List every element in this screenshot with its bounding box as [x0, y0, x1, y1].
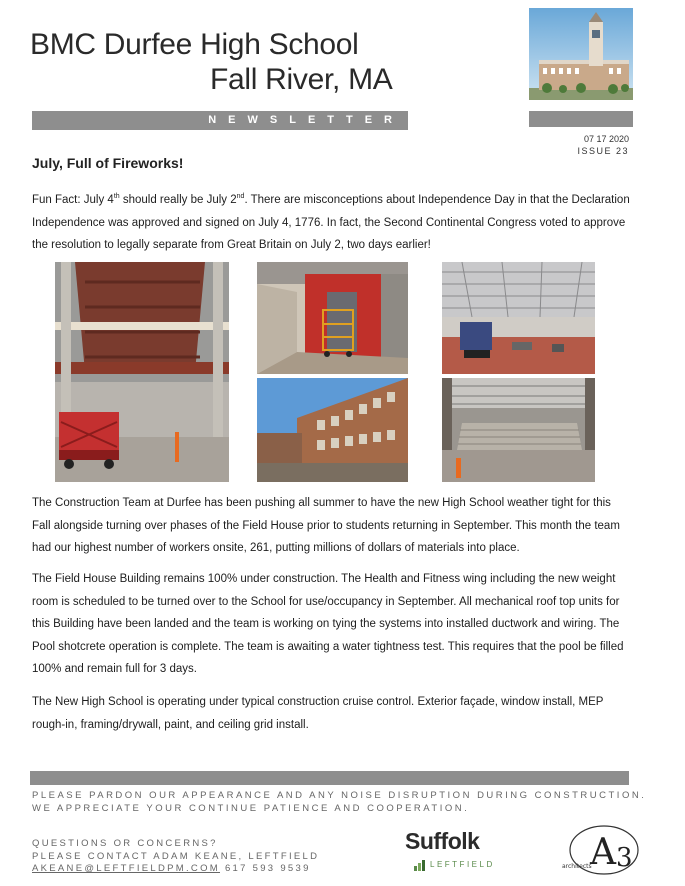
- svg-text:A: A: [590, 832, 616, 873]
- contact-person: PLEASE CONTACT ADAM KEANE, LEFTFIELD: [32, 850, 320, 862]
- notice-line: PLEASE PARDON OUR APPEARANCE AND ANY NOISE DISRUPTION DURING CONSTRUCTION.: [32, 790, 647, 801]
- issue-date: 07 17 2020: [583, 134, 629, 144]
- svg-text:architects: architects: [562, 863, 592, 870]
- contact-question: QUESTIONS OR CONCERNS?: [32, 838, 218, 849]
- field-house-interior-photo: [442, 262, 595, 374]
- field-house-paragraph: The Field House Building remains 100% under construction. The Health and Fitness wing including the new weight room is scheduled to be turned over to the School for use/occupancy in September. All mechanical roof top units for this Building have been landed and the team is working on tying the systems into installed ductwork and wiring. The Pool shotcrete operation is complete. The team is awaiting a water tightness test. This requires that the pool be filled 100% and remain full for 3 days.: [32, 573, 624, 676]
- school-rendering-image: [529, 8, 633, 100]
- high-school-paragraph: The New High School is operating under typical construction cruise control. Exterior façade, window install, MEP rough-in, framing/drywall, paint, and ceiling grid install.: [32, 696, 604, 731]
- fun-fact-text: should really be July 2: [119, 194, 237, 206]
- article-headline: July, Full of Fireworks!: [32, 155, 184, 171]
- fun-fact-paragraph: [32, 189, 632, 257]
- fun-fact-text: . There are misconceptions about Independence Day in that the Declaration Independence was approved and signed on July 4, 1776. In fact, the Second Continental Congress voted to approve the resolution to legally separate from Great Britain on July 2, two days earlier!: [32, 194, 630, 252]
- a3-architects-logo: [560, 818, 642, 876]
- newsletter-location: Fall River, MA: [210, 63, 393, 96]
- footer-bar: [30, 771, 629, 785]
- contact-email-link[interactable]: AKEANE@LEFTFIELDPM.COM: [32, 863, 220, 874]
- contact-info: [32, 838, 319, 876]
- ordinal-suffix: nd: [236, 193, 245, 201]
- leftfield-logo: LEFTFIELD: [430, 860, 495, 869]
- newsletter-banner: NEWSLETTER: [32, 111, 408, 130]
- newsletter-title: BMC Durfee High School: [30, 28, 359, 61]
- construction-notice: [32, 790, 646, 815]
- stairwell-construction-photo: [55, 262, 229, 482]
- contact-details: [32, 863, 319, 876]
- sidebar-bar: [529, 111, 633, 127]
- suffolk-logo: Suffolk: [405, 828, 480, 854]
- svg-text:3: 3: [616, 843, 633, 873]
- gymnasium-interior-photo: [442, 378, 595, 482]
- building-exterior-photo: [257, 378, 408, 482]
- fun-fact-text: Fun Fact: July 4: [32, 194, 114, 206]
- ordinal-suffix: th: [113, 193, 120, 201]
- construction-team-paragraph: The Construction Team at Durfee has been pushing all summer to have the new High School weather tight for this Fall alongside turning over phases of the Field House prior to students returning in September. This month the team had our highest number of workers onsite, 261, putting millions of dollars of materials into place.: [32, 497, 620, 555]
- hallway-construction-photo: [257, 262, 408, 374]
- issue-number: ISSUE 23: [577, 146, 629, 156]
- contact-phone: 617 593 9539: [220, 863, 311, 874]
- leftfield-logo-icon: [414, 858, 425, 869]
- notice-line: WE APPRECIATE YOUR CONTINUE PATIENCE AND COOPERATION.: [32, 802, 470, 814]
